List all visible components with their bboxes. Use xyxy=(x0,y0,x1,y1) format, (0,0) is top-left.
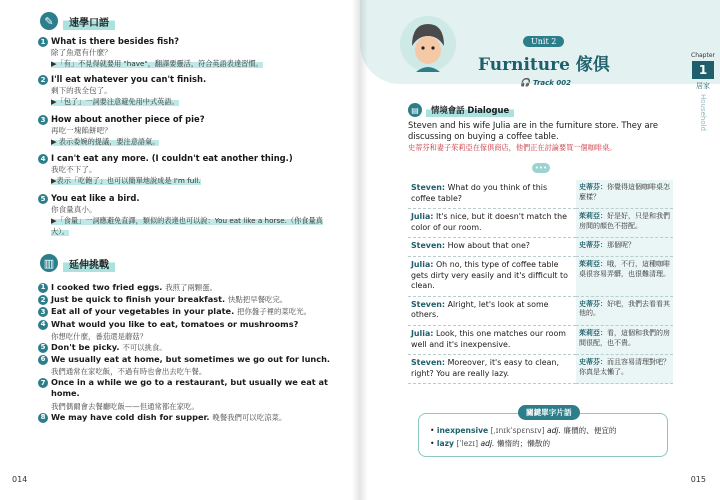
qa-english: What is there besides fish? xyxy=(51,36,180,46)
qa-note: ▶「包了」一詞要注意避免用中式英語。 xyxy=(51,97,179,106)
unit-title: Furniture 傢俱 xyxy=(478,55,610,75)
list-item: 8 We may have cold dish for supper. 晚餐我們可以吃涼菜。 xyxy=(38,412,338,423)
chapter-tab: Chapter 1 居家 Household xyxy=(686,52,720,182)
list-item-translation: 我們偶爾會去餐廳吃飯——但通常都在家吃。 xyxy=(51,401,199,411)
audio-track: 🎧 Track 002 xyxy=(520,78,572,87)
building-icon: ▥ xyxy=(40,254,58,272)
section-title: 速學口語 xyxy=(63,13,115,30)
dialogue-row: Julia: Look, this one matches our room well and it's inexpensive. 茱莉亞：看，這個和我們的房間很配，也不貴。 xyxy=(408,325,673,354)
dialogue-row: Julia: It's nice, but it doesn't match the color of our room. 茱莉亞：好是好，只是和我們房間的顏色不搭配。 xyxy=(408,209,673,238)
qa-note: ▶表示「吃飽了」也可以簡單地說成是 I'm full. xyxy=(51,176,201,185)
qa-english: You eat like a bird. xyxy=(51,193,140,203)
dialogue-label: 情境會話 Dialogue xyxy=(426,103,514,117)
dialogue-row: Steven: Alright, let's look at some others. 史蒂芬：好吧，我們去看看其他的。 xyxy=(408,296,673,325)
qa-item: 2 I'll eat whatever you can't finish. 剩下的我全包了。 ▶「包了」一詞要注意避免用中式英語。 xyxy=(38,74,338,107)
qa-english: I can't eat any more. (I couldn't eat another thing.) xyxy=(51,153,293,163)
qa-note: ▶ 表示委婉的提議，要注意語氣。 xyxy=(51,137,160,146)
list-item: 2 Just be quick to finish your breakfast. 快點把早餐吃完。 xyxy=(38,294,338,305)
chapter-title-zh: 居家 xyxy=(696,82,710,90)
list-item: 6 We usually eat at home, but sometimes we go out for lunch. xyxy=(38,354,338,365)
vocabulary-item: • lazy [ˈlezɪ] adj. 懶惰的；懶散的 xyxy=(430,439,551,448)
qa-item: 1 What is there besides fish? 除了魚還有什麼？ ▶「有」不見得就要用 "have"，翻譯要靈活，符合英語表達習慣。 xyxy=(38,36,338,69)
qa-english: How about another piece of pie? xyxy=(51,114,205,124)
challenge-list xyxy=(38,282,338,424)
qa-translation: 我吃不下了。 xyxy=(51,165,97,174)
character-avatar-icon xyxy=(398,14,458,74)
list-item: 4 What would you like to eat, tomatoes or mushrooms? xyxy=(38,319,338,330)
dialogue-intro-translation: 史蒂芬和妻子茱莉亞在傢俱商店，他們正在討論要買一個咖啡桌。 xyxy=(408,143,617,152)
section-header-speaking xyxy=(40,12,115,30)
book-gutter xyxy=(352,0,368,500)
dialogue-row: Julia: Oh no, this type of coffee table gets dirty very easily and it's difficult to clean. 茱莉亞：哦，不行，這種咖啡桌很容易弄髒，也很難清理。 xyxy=(408,256,673,296)
qa-note: ▶「有」不見得就要用 "have"，翻譯要靈活，符合英語表達習慣。 xyxy=(51,59,263,68)
unit-badge: Unit 2 xyxy=(523,36,564,47)
list-item: 1 I cooked two fried eggs. 我煎了兩顆蛋。 xyxy=(38,282,338,293)
page-number: 014 xyxy=(12,475,28,484)
dialogue-intro: Steven and his wife Julia are in the furniture store. They are discussing on buying a coffee table. xyxy=(408,120,659,142)
qa-translation: 再吃一塊餡餅吧？ xyxy=(51,126,112,135)
dialogue-table xyxy=(408,180,673,384)
qa-item: 3 How about another piece of pie? 再吃一塊餡餅吧？ ▶ 表示委婉的提議，要注意語氣。 xyxy=(38,114,338,147)
qa-note: ▶「食量」一詞應避免直譯，類似的表達也可以說：You eat like a horse.（你食量真大）。 xyxy=(51,216,323,236)
list-item-translation: 我們通常在家吃飯，不過有時也會出去吃午餐。 xyxy=(51,367,207,377)
speech-bubble-icon: ••• xyxy=(532,163,550,173)
vocabulary-item: • inexpensive [ˌɪnɪkˈspɛnsɪv] adj. 廉價的、便宜的 xyxy=(430,426,617,435)
headphones-icon: 🎧 xyxy=(520,78,530,87)
qa-translation: 除了魚還有什麼？ xyxy=(51,48,112,57)
book-icon: ▤ xyxy=(408,103,422,117)
vocabulary-tag: 關鍵單字片語 xyxy=(518,405,580,420)
lightbulb-icon: ✎ xyxy=(40,12,58,30)
dialogue-row: Steven: Moreover, it's easy to clean, right? You are really lazy. 史蒂芬：而且容易清理對吧？你真是太懶了。 xyxy=(408,355,673,384)
dialogue-row: Steven: How about that one? 史蒂芬：那個呢？ xyxy=(408,238,673,257)
qa-translation: 你食量真小。 xyxy=(51,205,97,214)
section-title: 延伸挑戰 xyxy=(63,255,115,272)
dialogue-header xyxy=(408,103,514,117)
qa-english: I'll eat whatever you can't finish. xyxy=(51,74,207,84)
list-item: 3 Eat all of your vegetables in your plate. 把你盤子裡的菜吃光。 xyxy=(38,306,338,317)
section-header-challenge xyxy=(40,254,115,272)
qa-item: 5 You eat like a bird. 你食量真小。 ▶「食量」一詞應避免直譯，類似的表達也可以說：You eat like a horse.（你食量真大）。 xyxy=(38,193,338,237)
list-item-translation: 你想吃什麼，番茄還是蘑菇？ xyxy=(51,331,148,341)
chapter-number: 1 xyxy=(692,61,714,79)
qa-translation: 剩下的我全包了。 xyxy=(51,86,112,95)
page-number: 015 xyxy=(690,475,706,484)
chapter-title-en: Household xyxy=(699,94,707,132)
list-item: 5 Don't be picky. 不可以挑食。 xyxy=(38,342,338,353)
qa-item: 4 I can't eat any more. (I couldn't eat another thing.) 我吃不下了。 ▶表示「吃飽了」也可以簡單地說成是 I'm full. xyxy=(38,153,338,186)
dialogue-row: Steven: What do you think of this coffee table? 史蒂芬：你覺得這個咖啡桌怎麼樣？ xyxy=(408,180,673,209)
list-item: 7 Once in a while we go to a restaurant, but usually we eat at home. xyxy=(38,377,338,399)
right-page xyxy=(360,0,720,500)
vocabulary-box xyxy=(418,405,668,457)
